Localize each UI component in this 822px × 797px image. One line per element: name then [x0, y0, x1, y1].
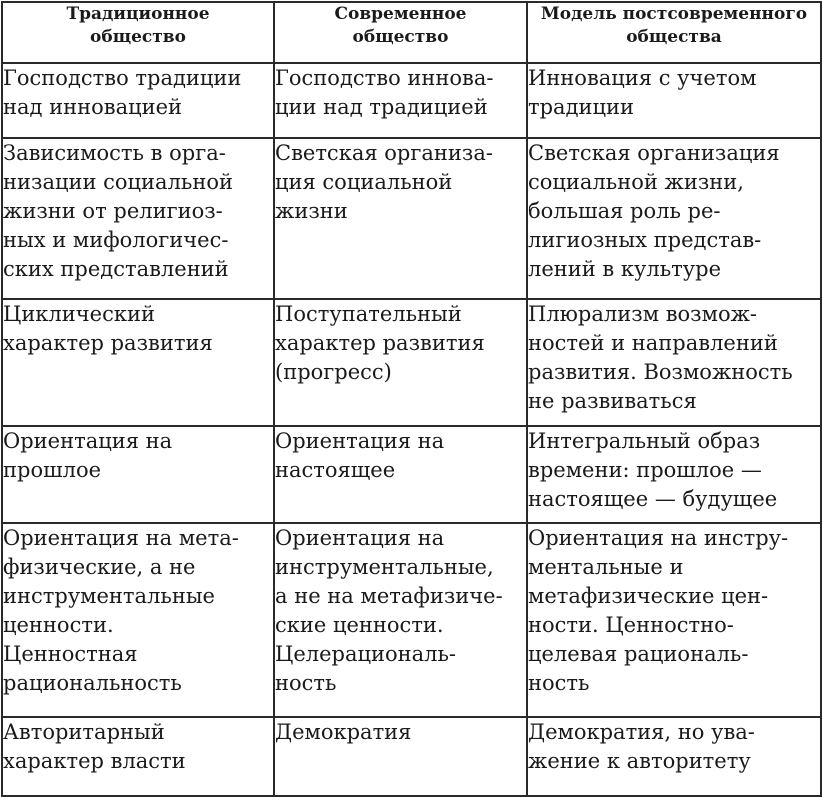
cell-line: Светская организа- [275, 141, 493, 165]
cell-line: Светская организация [528, 141, 780, 165]
header-line: общество [352, 27, 449, 47]
cell-line: ность [528, 671, 590, 695]
cell-line: Авторитарный [3, 720, 165, 744]
header-postmodern [527, 2, 821, 63]
header-line: Модель постсовременного [540, 4, 808, 24]
cell-line: ных и мифологичес- [3, 228, 229, 252]
cell-traditional [2, 299, 274, 426]
header-row [2, 2, 821, 63]
cell-line: характер развития [3, 331, 213, 355]
society-comparison-table [1, 1, 822, 797]
cell-line: характер власти [3, 749, 186, 773]
cell-line: Ориентация на [275, 429, 445, 453]
cell-line: Циклический [3, 302, 155, 326]
cell-line: инструментальные [3, 584, 215, 608]
cell-traditional [2, 138, 274, 299]
cell-line: характер развития [275, 331, 485, 355]
cell-line: Ориентация на [275, 526, 445, 550]
cell-line: ции над традицией [275, 95, 488, 119]
table-row [2, 717, 821, 796]
cell-line: Ориентация на инстру- [528, 526, 789, 550]
cell-line: развития. Возможность [528, 360, 793, 384]
cell-line: Демократия [275, 720, 412, 744]
cell-line: инструментальные, [275, 555, 494, 579]
cell-line: Ориентация на [3, 429, 173, 453]
cell-line: Ценностная [3, 642, 138, 666]
header-modern [274, 2, 527, 63]
cell-line: ность [275, 671, 337, 695]
cell-postmodern [527, 717, 821, 796]
header-line: Современное [334, 4, 467, 24]
cell-line: ментальные и [528, 555, 684, 579]
cell-line: настоящее — будущее [528, 487, 778, 511]
cell-modern [274, 523, 527, 717]
cell-traditional [2, 426, 274, 523]
cell-line: не развиваться [528, 389, 697, 413]
cell-line: Целерациональ- [275, 642, 457, 666]
cell-postmodern [527, 138, 821, 299]
cell-line: Плюрализм возмож- [528, 302, 758, 326]
table-row [2, 299, 821, 426]
cell-line: ция социальной [275, 170, 453, 194]
cell-modern [274, 299, 527, 426]
cell-line: лигиозных представ- [528, 228, 762, 252]
cell-line: ценности. [3, 613, 114, 637]
cell-postmodern [527, 523, 821, 717]
cell-line: низации социальной [3, 170, 233, 194]
header-line: Традиционное [66, 4, 210, 24]
table-row [2, 138, 821, 299]
header-line: общества [626, 27, 722, 47]
cell-traditional [2, 717, 274, 796]
cell-line: большая роль ре- [528, 199, 721, 223]
cell-postmodern [527, 63, 821, 138]
cell-line: ские ценности. [275, 613, 444, 637]
cell-postmodern [527, 426, 821, 523]
cell-modern [274, 426, 527, 523]
cell-line: социальной жизни, [528, 170, 744, 194]
cell-line: а не на метафизиче- [275, 584, 503, 608]
table-row [2, 523, 821, 717]
cell-line: ностей и направлений [528, 331, 778, 355]
cell-line: лений в культуре [528, 257, 722, 281]
table-row [2, 426, 821, 523]
cell-traditional [2, 523, 274, 717]
header-line: общество [90, 27, 186, 47]
cell-traditional [2, 63, 274, 138]
cell-line: Господство иннова- [275, 66, 494, 90]
cell-line: физические, а не [3, 555, 196, 579]
cell-line: рациональность [3, 671, 182, 695]
cell-line: Зависимость в орга- [3, 141, 226, 165]
cell-line: Инновация с учетом [528, 66, 757, 90]
cell-modern [274, 138, 527, 299]
cell-modern [274, 63, 527, 138]
cell-line: настоящее [275, 458, 396, 482]
cell-line: прошлое [3, 458, 102, 482]
cell-line: над инновацией [3, 95, 183, 119]
cell-line: жизни [275, 199, 348, 223]
cell-line: ских представлений [3, 257, 229, 281]
cell-line: Демократия, но ува- [528, 720, 755, 744]
table-row [2, 63, 821, 138]
cell-postmodern [527, 299, 821, 426]
header-traditional [2, 2, 274, 63]
cell-line: Ориентация на мета- [3, 526, 239, 550]
cell-line: метафизические цен- [528, 584, 769, 608]
cell-modern [274, 717, 527, 796]
cell-line: (прогресс) [275, 360, 392, 384]
cell-line: времени: прошлое — [528, 458, 762, 482]
cell-line: жение к авторитету [528, 749, 751, 773]
cell-line: традиции [528, 95, 635, 119]
cell-line: ности. Ценностно- [528, 613, 734, 637]
cell-line: жизни от религиоз- [3, 199, 223, 223]
cell-line: Господство традиции [3, 66, 242, 90]
cell-line: целевая рациональ- [528, 642, 749, 666]
cell-line: Поступательный [275, 302, 462, 326]
cell-line: Интегральный образ [528, 429, 761, 453]
